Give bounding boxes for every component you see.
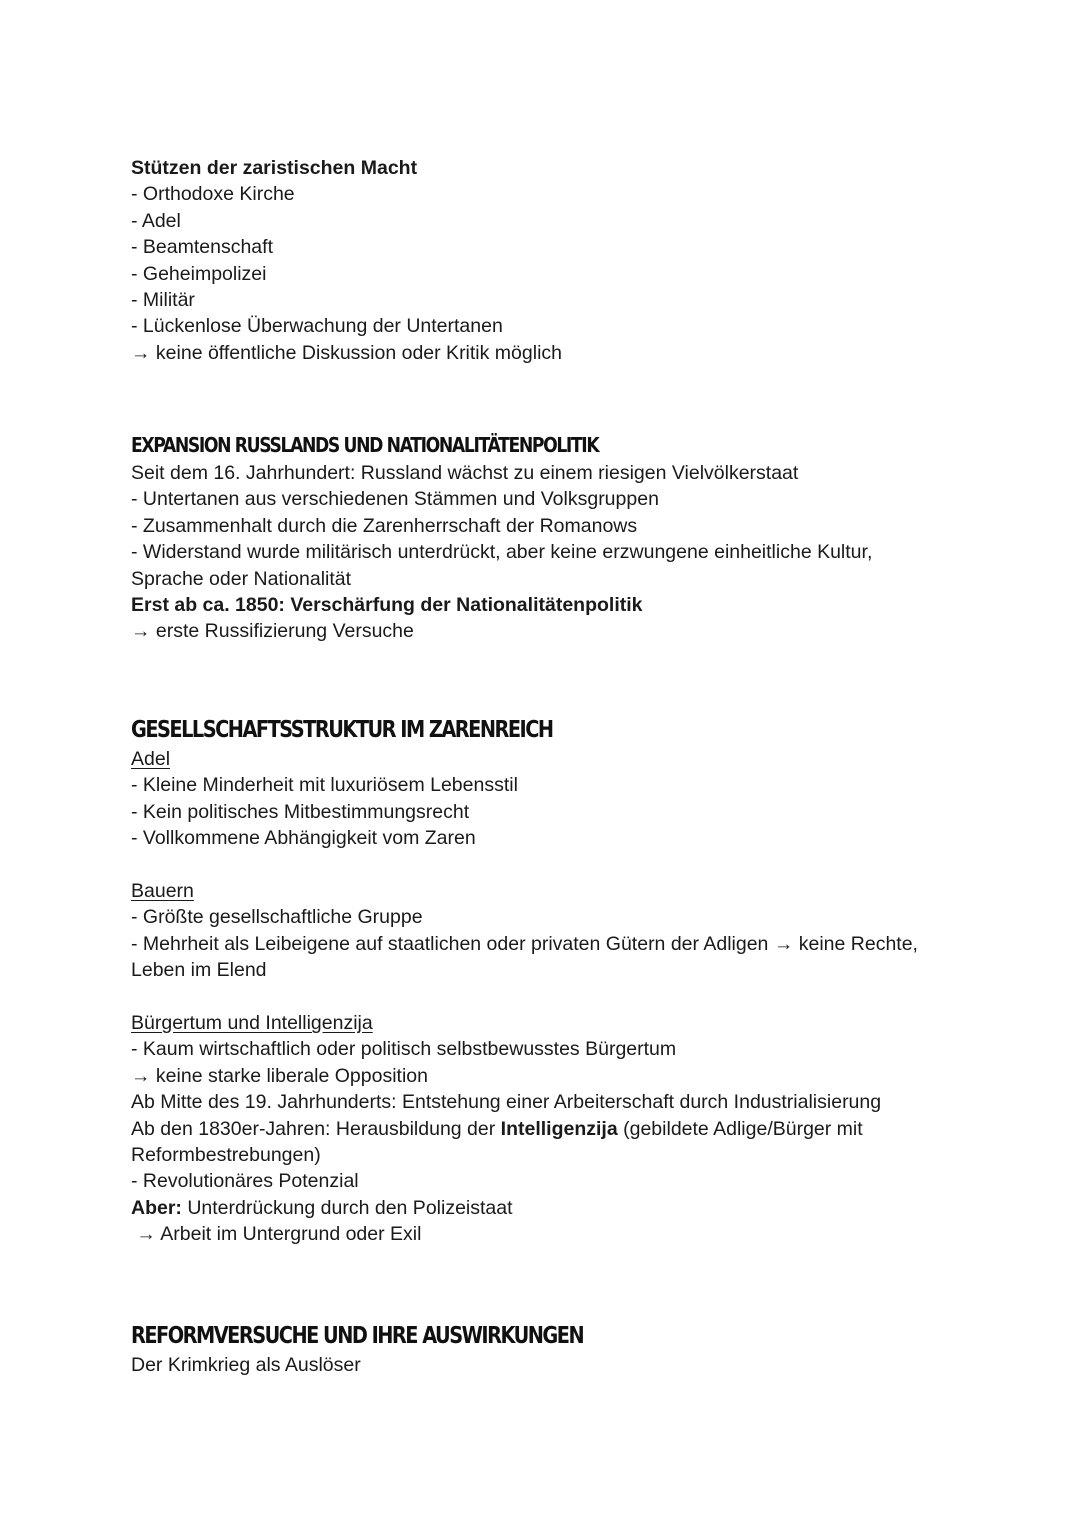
list-item: - Militär <box>131 289 195 312</box>
subsection-title: Adel <box>131 748 171 770</box>
bold-line: Erst ab ca. 1850: Verschärfung der Nationalitätenpolitik <box>131 594 643 617</box>
bold-term: Aber: <box>131 1196 182 1219</box>
paragraph-line: Reformbestrebungen) <box>131 1144 321 1167</box>
list-item: - Größte gesellschaftliche Gruppe <box>131 906 423 929</box>
text-span: Ab den 1830er-Jahren: Herausbildung der <box>131 1117 501 1140</box>
section-reform <box>131 1320 669 1378</box>
list-item: - Kein politisches Mitbestimmungsrecht <box>131 800 470 823</box>
list-item: - Widerstand wurde militärisch unterdrückt, aber keine erzwungene einheitliche Kultur, <box>131 541 873 564</box>
paragraph-line: Leben im Elend <box>131 959 267 982</box>
paragraph-line: Der Krimkrieg als Auslöser <box>131 1354 361 1376</box>
list-item: - Untertanen aus verschiedenen Stämmen und Volksgruppen <box>131 488 659 511</box>
section-heading: GESELLSCHAFTSSTRUKTUR IM ZARENREICH <box>131 717 553 743</box>
paragraph-line <box>131 1195 918 1221</box>
list-item: - Kleine Minderheit mit luxuriösem Lebensstil <box>131 774 518 797</box>
list-item: - Mehrheit als Leibeigene auf staatlichen oder privaten Gütern der Adligen → keine Rechte, <box>131 932 918 955</box>
section-stuetzen <box>131 155 562 366</box>
list-item: - Beamtenschaft <box>131 236 273 259</box>
section-gesellschaft <box>131 714 918 1248</box>
conclusion-line: → erste Russifizierung Versuche <box>131 620 414 643</box>
bold-term: Intelligenzija <box>500 1117 618 1140</box>
list-item: - Lückenlose Überwachung der Untertanen <box>131 315 503 338</box>
paragraph-line: Ab Mitte des 19. Jahrhunderts: Entstehung einer Arbeiterschaft durch Industrialisierung <box>131 1091 882 1114</box>
section-heading: EXPANSION RUSSLANDS UND NATIONALITÄTENPOLITIK <box>131 433 599 457</box>
text-span: Unterdrückung durch den Polizeistaat <box>181 1196 513 1219</box>
paragraph-line: Sprache oder Nationalität <box>131 567 352 590</box>
list-item: - Vollkommene Abhängigkeit vom Zaren <box>131 827 476 850</box>
section-title: Stützen der zaristischen Macht <box>131 157 418 179</box>
section-expansion <box>131 430 872 645</box>
conclusion-line: → keine starke liberale Opposition <box>131 1064 428 1087</box>
list-item: - Zusammenhalt durch die Zarenherrschaft der Romanows <box>131 514 638 537</box>
list-item: - Revolutionäres Potenzial <box>131 1170 359 1193</box>
list-item: - Adel <box>131 209 181 232</box>
text-span: (gebildete Adlige/Bürger mit <box>617 1117 863 1140</box>
section-heading: REFORMVERSUCHE UND IHRE AUSWIRKUNGEN <box>131 1323 584 1349</box>
list-item: - Geheimpolizei <box>131 262 267 285</box>
paragraph-line <box>131 1116 918 1142</box>
list-item: - Orthodoxe Kirche <box>131 183 295 206</box>
paragraph-line: Seit dem 16. Jahrhundert: Russland wächst zu einem riesigen Vielvölkerstaat <box>131 462 799 484</box>
subsection-title: Bauern <box>131 880 194 903</box>
conclusion-line: → Arbeit im Untergrund oder Exil <box>131 1223 422 1246</box>
conclusion-line: → keine öffentliche Diskussion oder Kritik möglich <box>131 341 562 364</box>
subsection-title: Bürgertum und Intelligenzija <box>131 1012 373 1035</box>
list-item: - Kaum wirtschaftlich oder politisch selbstbewusstes Bürgertum <box>131 1038 677 1061</box>
